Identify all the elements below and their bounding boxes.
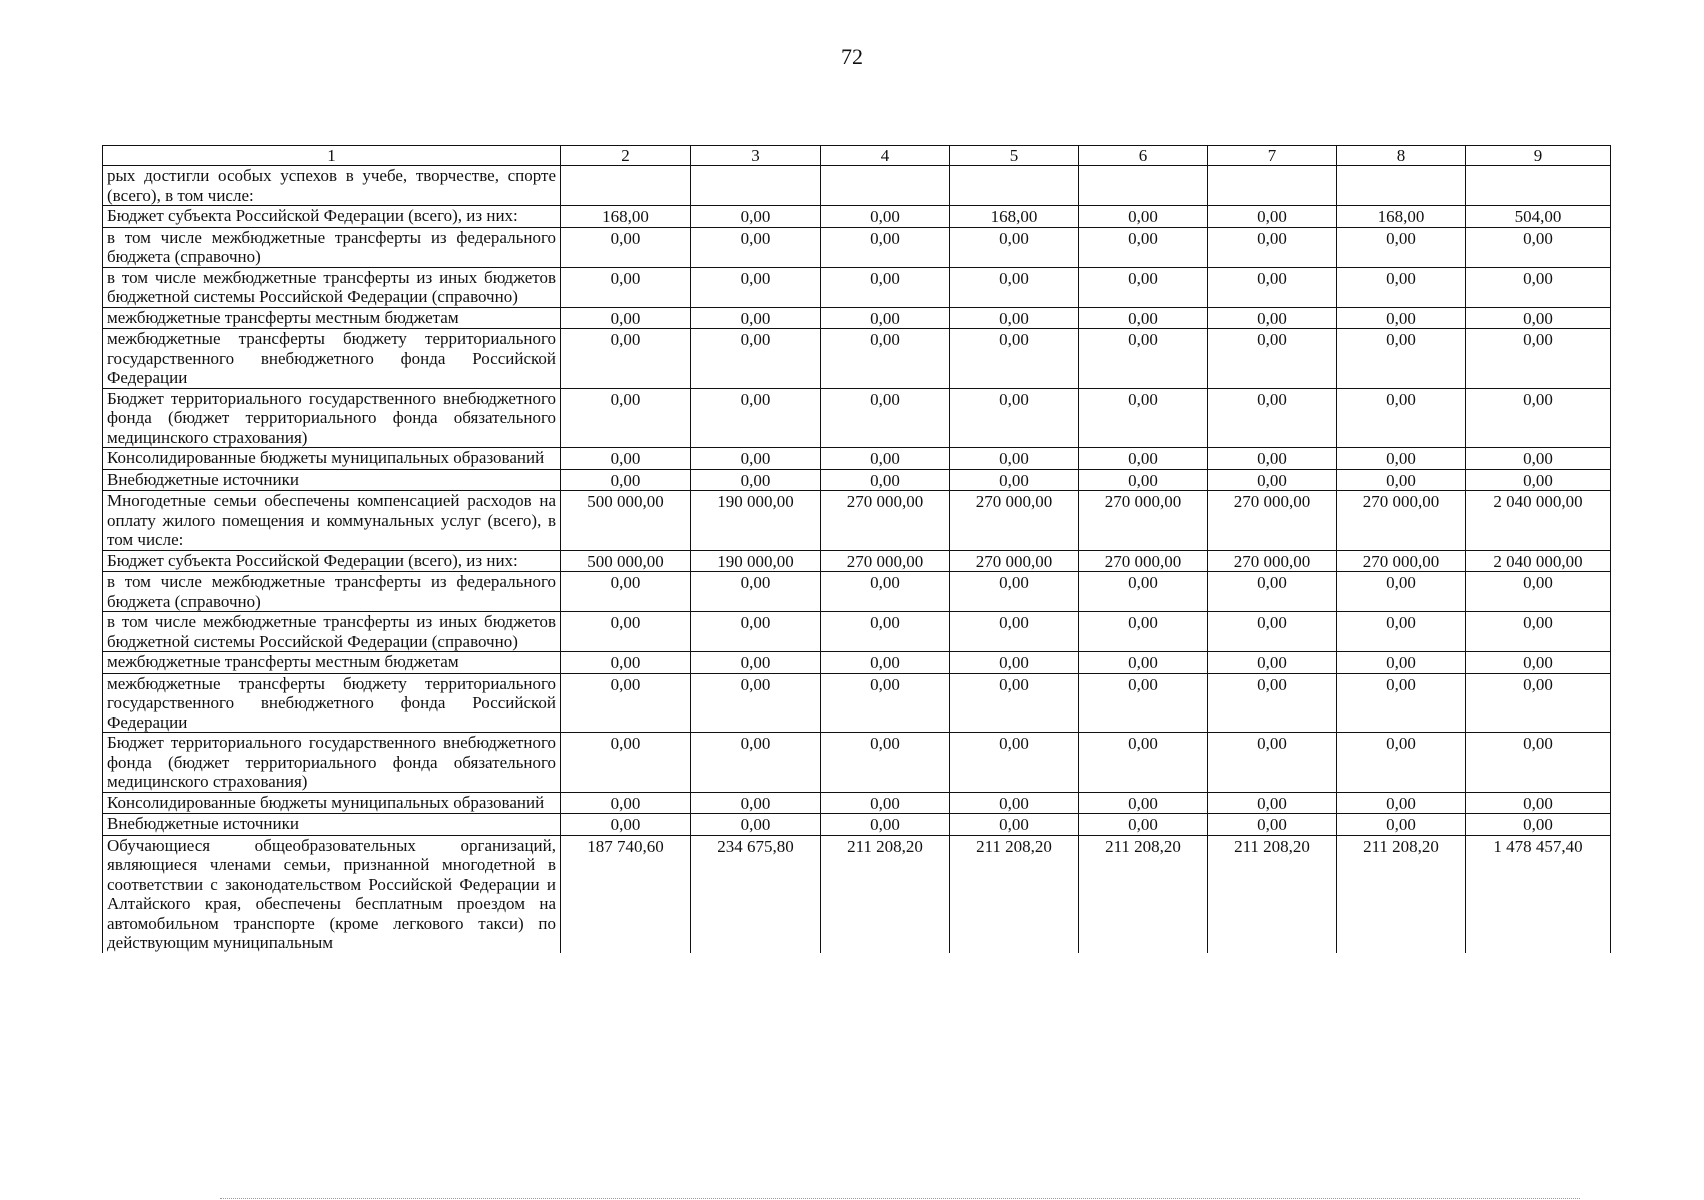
table-row xyxy=(103,733,1611,793)
value-cell: 270 000,00 xyxy=(950,550,1079,572)
value-cell: 270 000,00 xyxy=(950,491,1079,551)
value-cell: 504,00 xyxy=(1466,206,1611,228)
value-cell: 270 000,00 xyxy=(1337,491,1466,551)
value-cell xyxy=(950,166,1079,206)
column-header-8: 8 xyxy=(1337,146,1466,166)
value-cell: 0,00 xyxy=(821,307,950,329)
value-cell: 0,00 xyxy=(1208,673,1337,733)
value-cell: 0,00 xyxy=(821,792,950,814)
value-cell xyxy=(691,166,821,206)
row-label: Внебюджетные источники xyxy=(103,814,561,836)
column-header-3: 3 xyxy=(691,146,821,166)
value-cell: 0,00 xyxy=(1337,227,1466,267)
value-cell: 0,00 xyxy=(1466,673,1611,733)
value-cell: 0,00 xyxy=(1466,612,1611,652)
value-cell: 0,00 xyxy=(1208,814,1337,836)
table-row xyxy=(103,792,1611,814)
value-cell: 0,00 xyxy=(1337,388,1466,448)
value-cell: 0,00 xyxy=(1208,206,1337,228)
row-label: межбюджетные трансферты бюджету территориального государственного внебюджетного фонда Российской Федерации xyxy=(103,329,561,389)
value-cell: 0,00 xyxy=(1337,448,1466,470)
value-cell: 0,00 xyxy=(1337,652,1466,674)
value-cell: 0,00 xyxy=(561,612,691,652)
value-cell: 0,00 xyxy=(691,307,821,329)
value-cell: 0,00 xyxy=(1466,733,1611,793)
value-cell: 0,00 xyxy=(561,469,691,491)
value-cell: 0,00 xyxy=(561,792,691,814)
column-header-6: 6 xyxy=(1079,146,1208,166)
value-cell: 0,00 xyxy=(691,448,821,470)
value-cell: 0,00 xyxy=(561,733,691,793)
value-cell: 2 040 000,00 xyxy=(1466,491,1611,551)
value-cell: 270 000,00 xyxy=(1208,491,1337,551)
value-cell: 0,00 xyxy=(821,673,950,733)
value-cell: 0,00 xyxy=(1466,329,1611,389)
value-cell: 0,00 xyxy=(1466,388,1611,448)
page-number: 72 xyxy=(841,44,863,69)
table-row xyxy=(103,814,1611,836)
value-cell: 0,00 xyxy=(561,814,691,836)
row-label: рых достигли особых успехов в учебе, творчестве, спорте (всего), в том числе: xyxy=(103,166,561,206)
value-cell: 0,00 xyxy=(950,227,1079,267)
value-cell: 0,00 xyxy=(1079,612,1208,652)
table-row xyxy=(103,550,1611,572)
value-cell: 0,00 xyxy=(1079,267,1208,307)
value-cell: 0,00 xyxy=(691,673,821,733)
value-cell: 0,00 xyxy=(821,227,950,267)
value-cell xyxy=(561,166,691,206)
column-header-4: 4 xyxy=(821,146,950,166)
value-cell: 0,00 xyxy=(561,572,691,612)
value-cell: 0,00 xyxy=(950,307,1079,329)
value-cell: 0,00 xyxy=(821,652,950,674)
value-cell: 0,00 xyxy=(1079,206,1208,228)
value-cell: 270 000,00 xyxy=(821,491,950,551)
value-cell: 0,00 xyxy=(1208,388,1337,448)
row-label: Консолидированные бюджеты муниципальных образований xyxy=(103,792,561,814)
value-cell: 0,00 xyxy=(1466,307,1611,329)
table-row xyxy=(103,652,1611,674)
value-cell: 211 208,20 xyxy=(1208,835,1337,953)
value-cell: 0,00 xyxy=(691,733,821,793)
table-body xyxy=(103,166,1611,953)
value-cell: 0,00 xyxy=(1466,572,1611,612)
row-label: Бюджет территориального государственного внебюджетного фонда (бюджет территориального фонда обязательного медицинского страхования) xyxy=(103,388,561,448)
value-cell: 211 208,20 xyxy=(1079,835,1208,953)
row-label: межбюджетные трансферты бюджету территориального государственного внебюджетного фонда Российской Федерации xyxy=(103,673,561,733)
value-cell: 500 000,00 xyxy=(561,550,691,572)
table-row xyxy=(103,329,1611,389)
value-cell: 0,00 xyxy=(1079,227,1208,267)
value-cell: 211 208,20 xyxy=(950,835,1079,953)
value-cell: 0,00 xyxy=(950,469,1079,491)
row-label: Бюджет субъекта Российской Федерации (всего), из них: xyxy=(103,206,561,228)
value-cell: 0,00 xyxy=(950,733,1079,793)
value-cell: 0,00 xyxy=(691,612,821,652)
value-cell: 0,00 xyxy=(1337,792,1466,814)
value-cell: 0,00 xyxy=(691,814,821,836)
column-header-1: 1 xyxy=(103,146,561,166)
row-label: в том числе межбюджетные трансферты из федерального бюджета (справочно) xyxy=(103,227,561,267)
bottom-rule xyxy=(220,1198,1580,1199)
value-cell: 0,00 xyxy=(1079,814,1208,836)
value-cell: 0,00 xyxy=(821,572,950,612)
value-cell: 0,00 xyxy=(1466,652,1611,674)
value-cell: 0,00 xyxy=(821,448,950,470)
row-label: Внебюджетные источники xyxy=(103,469,561,491)
row-label: Бюджет субъекта Российской Федерации (всего), из них: xyxy=(103,550,561,572)
value-cell: 0,00 xyxy=(1079,572,1208,612)
table-row xyxy=(103,267,1611,307)
value-cell: 0,00 xyxy=(1208,307,1337,329)
table-row xyxy=(103,612,1611,652)
value-cell: 0,00 xyxy=(1208,267,1337,307)
column-header-2: 2 xyxy=(561,146,691,166)
column-header-5: 5 xyxy=(950,146,1079,166)
value-cell: 270 000,00 xyxy=(1337,550,1466,572)
value-cell: 0,00 xyxy=(950,329,1079,389)
value-cell: 0,00 xyxy=(950,652,1079,674)
value-cell: 0,00 xyxy=(950,388,1079,448)
row-label: Консолидированные бюджеты муниципальных образований xyxy=(103,448,561,470)
table-row xyxy=(103,469,1611,491)
value-cell: 190 000,00 xyxy=(691,491,821,551)
value-cell: 270 000,00 xyxy=(1208,550,1337,572)
value-cell: 0,00 xyxy=(1208,733,1337,793)
value-cell: 0,00 xyxy=(1208,448,1337,470)
value-cell: 0,00 xyxy=(561,388,691,448)
value-cell: 1 478 457,40 xyxy=(1466,835,1611,953)
value-cell: 0,00 xyxy=(950,572,1079,612)
table-row xyxy=(103,491,1611,551)
value-cell: 0,00 xyxy=(1079,792,1208,814)
value-cell: 190 000,00 xyxy=(691,550,821,572)
value-cell: 0,00 xyxy=(821,329,950,389)
table-row xyxy=(103,227,1611,267)
table-row xyxy=(103,166,1611,206)
value-cell: 0,00 xyxy=(1337,612,1466,652)
value-cell: 0,00 xyxy=(1337,307,1466,329)
value-cell: 0,00 xyxy=(1208,612,1337,652)
value-cell: 0,00 xyxy=(1208,469,1337,491)
value-cell: 0,00 xyxy=(691,572,821,612)
value-cell: 234 675,80 xyxy=(691,835,821,953)
row-label: Многодетные семьи обеспечены компенсацией расходов на оплату жилого помещения и коммунальных услуг (всего), в том числе: xyxy=(103,491,561,551)
value-cell: 0,00 xyxy=(1079,673,1208,733)
value-cell: 0,00 xyxy=(1079,469,1208,491)
value-cell: 187 740,60 xyxy=(561,835,691,953)
value-cell: 0,00 xyxy=(821,733,950,793)
table-row xyxy=(103,673,1611,733)
value-cell: 0,00 xyxy=(561,227,691,267)
value-cell: 168,00 xyxy=(950,206,1079,228)
table-row xyxy=(103,206,1611,228)
column-header-7: 7 xyxy=(1208,146,1337,166)
value-cell: 0,00 xyxy=(1337,572,1466,612)
value-cell: 0,00 xyxy=(1337,469,1466,491)
value-cell: 0,00 xyxy=(691,469,821,491)
value-cell: 0,00 xyxy=(821,267,950,307)
value-cell: 2 040 000,00 xyxy=(1466,550,1611,572)
value-cell: 0,00 xyxy=(821,612,950,652)
value-cell: 0,00 xyxy=(1079,388,1208,448)
value-cell: 0,00 xyxy=(561,448,691,470)
value-cell: 0,00 xyxy=(561,652,691,674)
value-cell: 0,00 xyxy=(821,469,950,491)
row-label: в том числе межбюджетные трансферты из федерального бюджета (справочно) xyxy=(103,572,561,612)
value-cell: 0,00 xyxy=(561,329,691,389)
value-cell: 0,00 xyxy=(950,673,1079,733)
value-cell: 0,00 xyxy=(1466,469,1611,491)
value-cell: 0,00 xyxy=(1466,448,1611,470)
value-cell: 0,00 xyxy=(691,267,821,307)
value-cell: 0,00 xyxy=(1466,267,1611,307)
value-cell: 0,00 xyxy=(1337,814,1466,836)
value-cell: 0,00 xyxy=(1079,448,1208,470)
value-cell: 0,00 xyxy=(950,792,1079,814)
value-cell: 270 000,00 xyxy=(821,550,950,572)
value-cell: 0,00 xyxy=(1079,329,1208,389)
value-cell: 0,00 xyxy=(1208,329,1337,389)
value-cell: 0,00 xyxy=(950,814,1079,836)
value-cell xyxy=(1079,166,1208,206)
value-cell: 0,00 xyxy=(561,673,691,733)
value-cell: 0,00 xyxy=(1337,329,1466,389)
value-cell: 270 000,00 xyxy=(1079,550,1208,572)
value-cell: 211 208,20 xyxy=(1337,835,1466,953)
value-cell: 0,00 xyxy=(691,652,821,674)
value-cell: 0,00 xyxy=(1079,307,1208,329)
value-cell: 0,00 xyxy=(950,267,1079,307)
value-cell: 0,00 xyxy=(1208,652,1337,674)
table-header xyxy=(103,146,1611,166)
value-cell: 0,00 xyxy=(691,227,821,267)
row-label: межбюджетные трансферты местным бюджетам xyxy=(103,307,561,329)
value-cell: 0,00 xyxy=(1208,792,1337,814)
value-cell: 0,00 xyxy=(1079,652,1208,674)
value-cell: 0,00 xyxy=(1466,227,1611,267)
value-cell: 0,00 xyxy=(691,388,821,448)
table-row xyxy=(103,572,1611,612)
row-label: Бюджет территориального государственного внебюджетного фонда (бюджет территориального фонда обязательного медицинского страхования) xyxy=(103,733,561,793)
header-row xyxy=(103,146,1611,166)
value-cell: 168,00 xyxy=(1337,206,1466,228)
value-cell: 270 000,00 xyxy=(1079,491,1208,551)
value-cell: 0,00 xyxy=(1337,733,1466,793)
value-cell: 0,00 xyxy=(1208,227,1337,267)
table-row xyxy=(103,388,1611,448)
value-cell: 0,00 xyxy=(691,329,821,389)
value-cell: 0,00 xyxy=(950,612,1079,652)
value-cell xyxy=(1466,166,1611,206)
table-row xyxy=(103,448,1611,470)
value-cell: 211 208,20 xyxy=(821,835,950,953)
value-cell xyxy=(1337,166,1466,206)
value-cell: 0,00 xyxy=(1337,267,1466,307)
value-cell: 0,00 xyxy=(1079,733,1208,793)
value-cell xyxy=(1208,166,1337,206)
value-cell: 168,00 xyxy=(561,206,691,228)
row-label: Обучающиеся общеобразовательных организаций, являющиеся членами семьи, признанной многодетной в соответствии с законодательством Российской Федерации и Алтайского края, обеспечены бесплатным проездом на автомобильном транспорте (кроме легкового такси) по действующим муниципальным xyxy=(103,835,561,953)
table-row xyxy=(103,307,1611,329)
value-cell: 0,00 xyxy=(821,206,950,228)
row-label: в том числе межбюджетные трансферты из иных бюджетов бюджетной системы Российской Федерации (справочно) xyxy=(103,267,561,307)
budget-table xyxy=(102,145,1611,953)
table-row xyxy=(103,835,1611,953)
value-cell xyxy=(821,166,950,206)
value-cell: 0,00 xyxy=(1466,814,1611,836)
value-cell: 0,00 xyxy=(691,206,821,228)
value-cell: 0,00 xyxy=(950,448,1079,470)
column-header-9: 9 xyxy=(1466,146,1611,166)
value-cell: 500 000,00 xyxy=(561,491,691,551)
value-cell: 0,00 xyxy=(821,388,950,448)
value-cell: 0,00 xyxy=(1337,673,1466,733)
value-cell: 0,00 xyxy=(821,814,950,836)
value-cell: 0,00 xyxy=(1208,572,1337,612)
value-cell: 0,00 xyxy=(561,307,691,329)
row-label: в том числе межбюджетные трансферты из иных бюджетов бюджетной системы Российской Федерации (справочно) xyxy=(103,612,561,652)
value-cell: 0,00 xyxy=(691,792,821,814)
row-label: межбюджетные трансферты местным бюджетам xyxy=(103,652,561,674)
value-cell: 0,00 xyxy=(1466,792,1611,814)
value-cell: 0,00 xyxy=(561,267,691,307)
